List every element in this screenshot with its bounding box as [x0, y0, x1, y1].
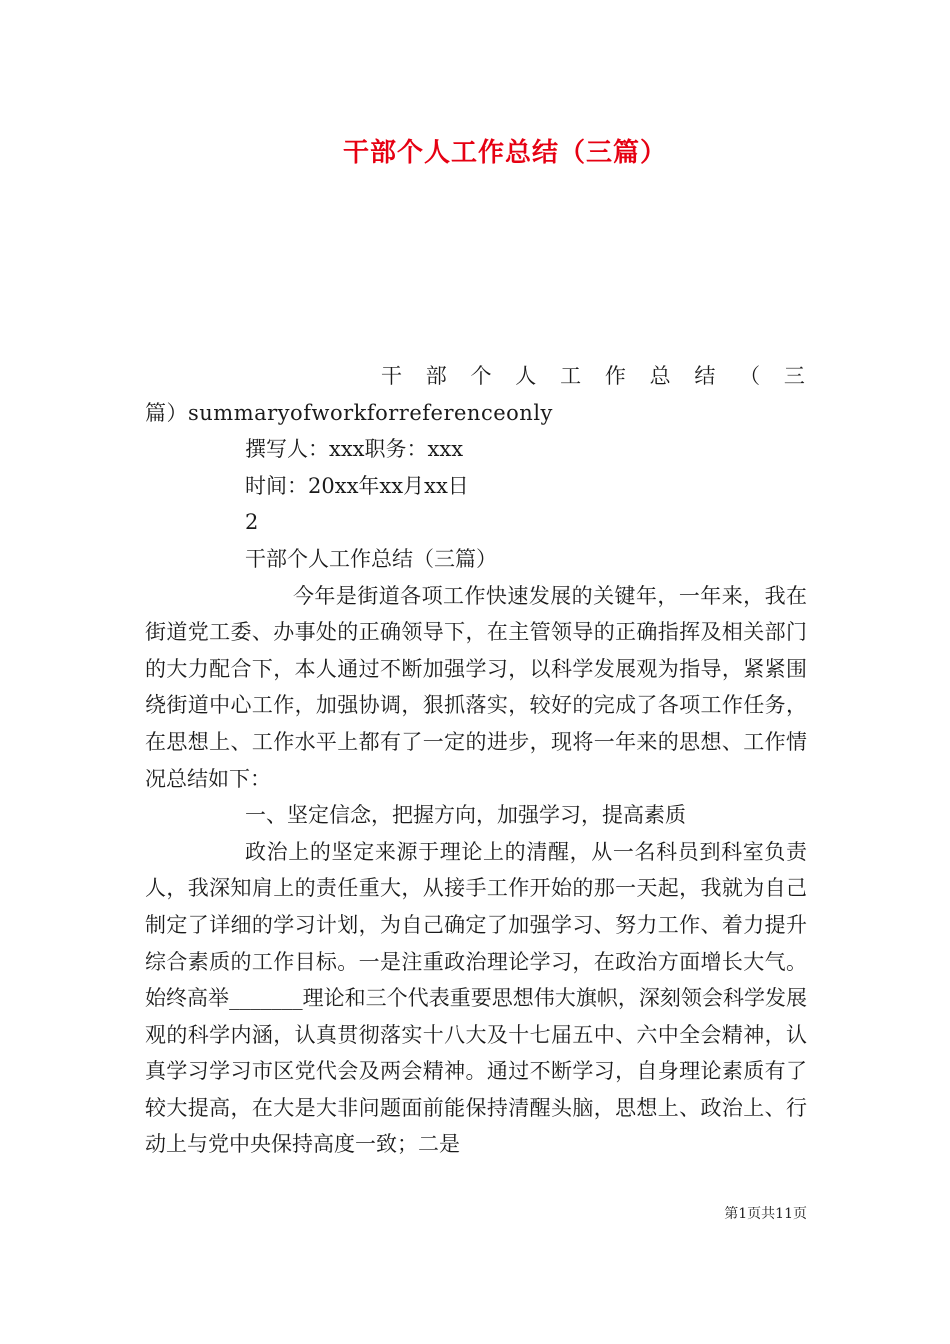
title-char: （	[739, 364, 763, 388]
spaced-title-line	[145, 358, 807, 395]
document-body	[145, 358, 807, 1163]
title-char: 工	[560, 364, 584, 388]
title-char: 三	[783, 364, 807, 388]
author-line: 撰写人：xxx职务：xxx	[245, 437, 464, 462]
number-line: 2	[245, 510, 259, 535]
page-title: 干部个人工作总结（三篇）	[342, 138, 667, 168]
title-char: 总	[649, 364, 673, 388]
title-continuation: 篇）summaryofworkforreferenceonly	[145, 400, 553, 425]
title-char: 个	[470, 364, 494, 388]
title-char: 结	[694, 364, 718, 388]
page-footer: 第1页共11页	[724, 1206, 807, 1222]
title-char: 作	[604, 364, 628, 388]
paragraph: 今年是街道各项工作快速发展的关键年，一年来，我在街道党工委、办事处的正确领导下，在主管领导的正确指挥及相关部门的大力配合下，本人通过不断加强学习，以科学发展观为指导，紧紧围绕街道中心工作，加强协调，狠抓落实，较好的完成了各项工作任务，在思想上、工作水平上都有了一定的进步，现将一年来的思想、工作情况总结如下：	[145, 583, 807, 791]
title-char: 干	[381, 364, 404, 388]
date-line: 时间：20xx年xx月xx日	[245, 473, 469, 498]
subtitle-line: 干部个人工作总结（三篇）	[245, 546, 497, 571]
section-heading: 一、坚定信念，把握方向，加强学习，提高素质	[245, 803, 686, 828]
paragraph: 政治上的坚定来源于理论上的清醒，从一名科员到科室负责人，我深知肩上的责任重大，从接手工作开始的那一天起，我就为自己制定了详细的学习计划，为自己确定了加强学习、努力工作、着力提升综合素质的工作目标。一是注重政治理论学习，在政治方面增长大气。始终高举_______理论和三个代表重要思想伟大旗帜，深刻领会科学发展观的科学内涵，认真贯彻落实十八大及十七届五中、六中全会精神，认真学习学习市区党代会及两会精神。通过不断学习，自身理论素质有了较大提高，在大是大非问题面前能保持清醒头脑，思想上、政治上、行动上与党中央保持高度一致；二是	[145, 839, 807, 1157]
title-char: 部	[425, 364, 449, 388]
title-char: 人	[515, 364, 539, 388]
